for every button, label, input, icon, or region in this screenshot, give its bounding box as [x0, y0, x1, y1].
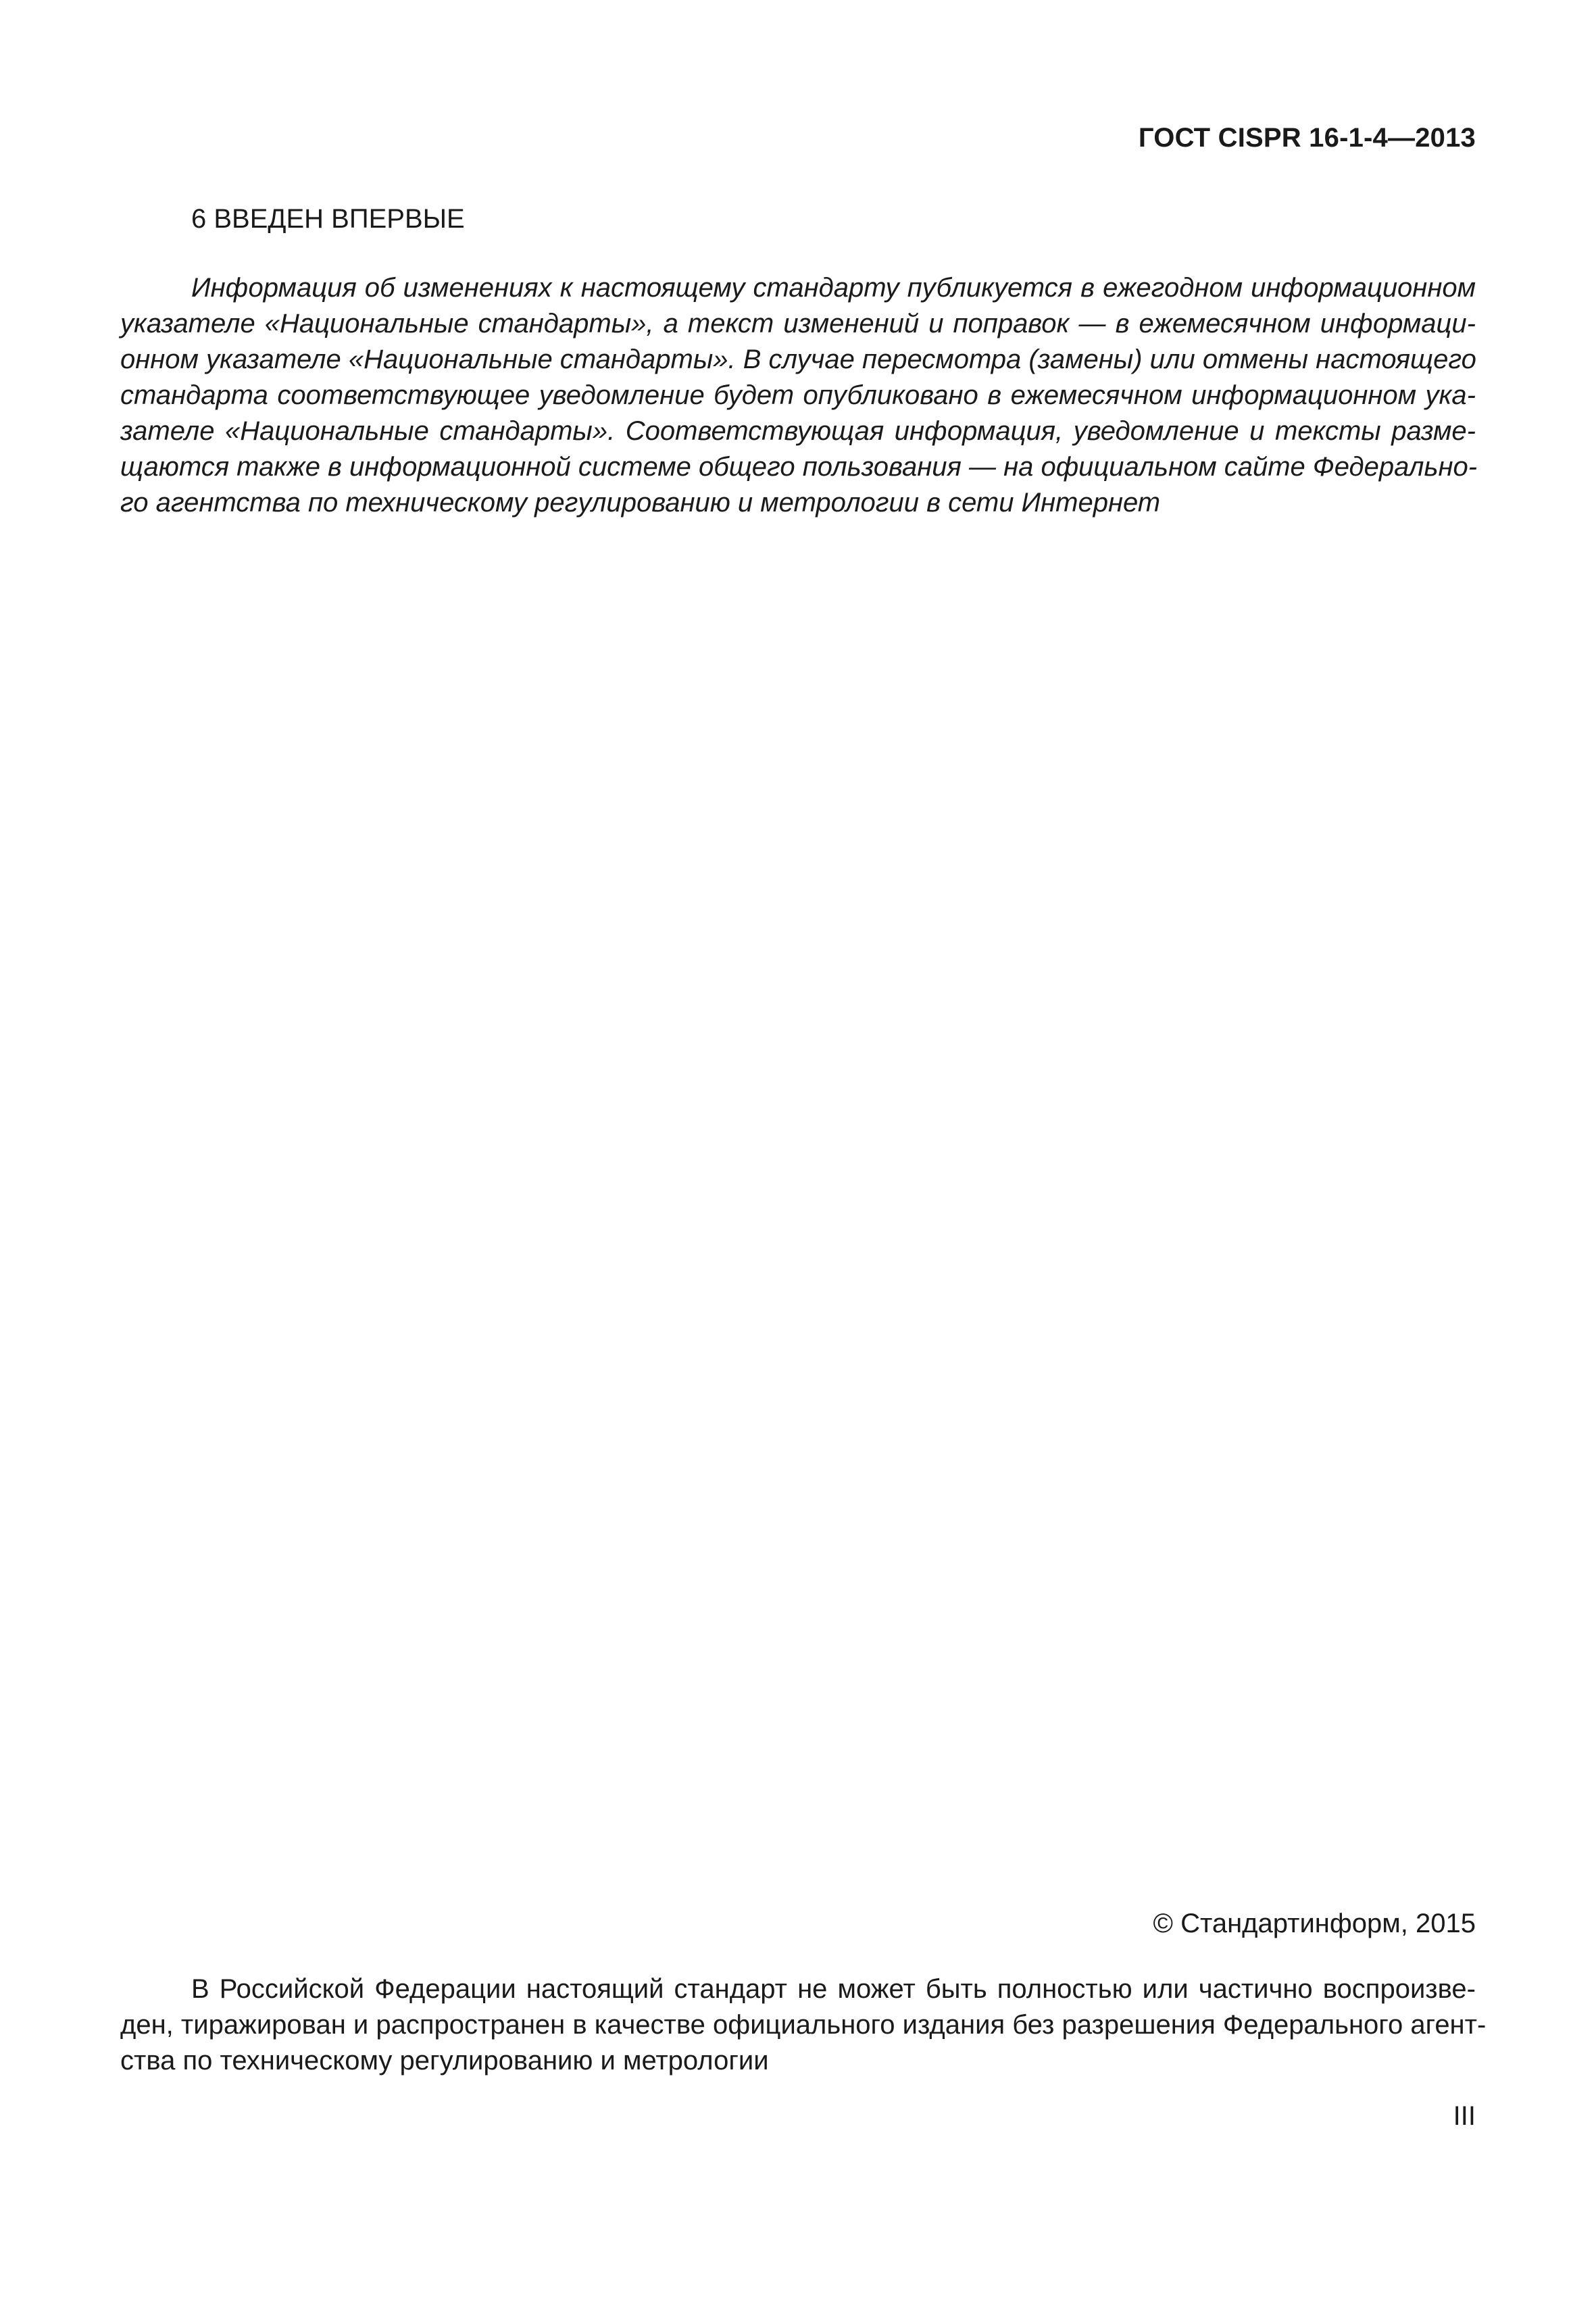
- info-line: Информация об изменениях к настоящему стандарту публикуется в ежегодном информационном: [191, 273, 1476, 303]
- legal-line: ства по техническому регулированию и метрологии: [120, 2046, 769, 2076]
- section-heading: 6 ВВЕДЕН ВПЕРВЫЕ: [191, 204, 465, 234]
- info-paragraph: [120, 270, 1476, 521]
- info-line: стандарта соответствующее уведомление будет опубликовано в ежемесячном информационном ука-: [120, 380, 1476, 410]
- info-line: указателе «Национальные стандарты», а текст изменений и поправок — в ежемесячном информаци-: [120, 309, 1476, 338]
- legal-line: ден, тиражирован и распространен в качестве официального издания без разрешения Федерального агент-: [120, 2010, 1487, 2040]
- legal-line: В Российской Федерации настоящий стандарт не может быть полностью или частично воспроизве-: [191, 1974, 1476, 2004]
- copyright-notice: © Стандартинформ, 2015: [1153, 1909, 1476, 1938]
- info-line: го агентства по техническому регулированию и метрологии в сети Интернет: [120, 488, 1161, 518]
- page-number: III: [1453, 2101, 1476, 2131]
- info-line: онном указателе «Национальные стандарты». В случае пересмотра (замены) или отмены настоящего: [120, 345, 1476, 374]
- legal-paragraph: [120, 1971, 1487, 2079]
- info-line: щаются также в информационной системе общего пользования — на официальном сайте Федерально-: [120, 452, 1478, 482]
- info-line: зателе «Национальные стандарты». Соответствующая информация, уведомление и тексты разме-: [120, 416, 1476, 446]
- document-code: ГОСТ CISPR 16-1-4—2013: [1138, 123, 1476, 153]
